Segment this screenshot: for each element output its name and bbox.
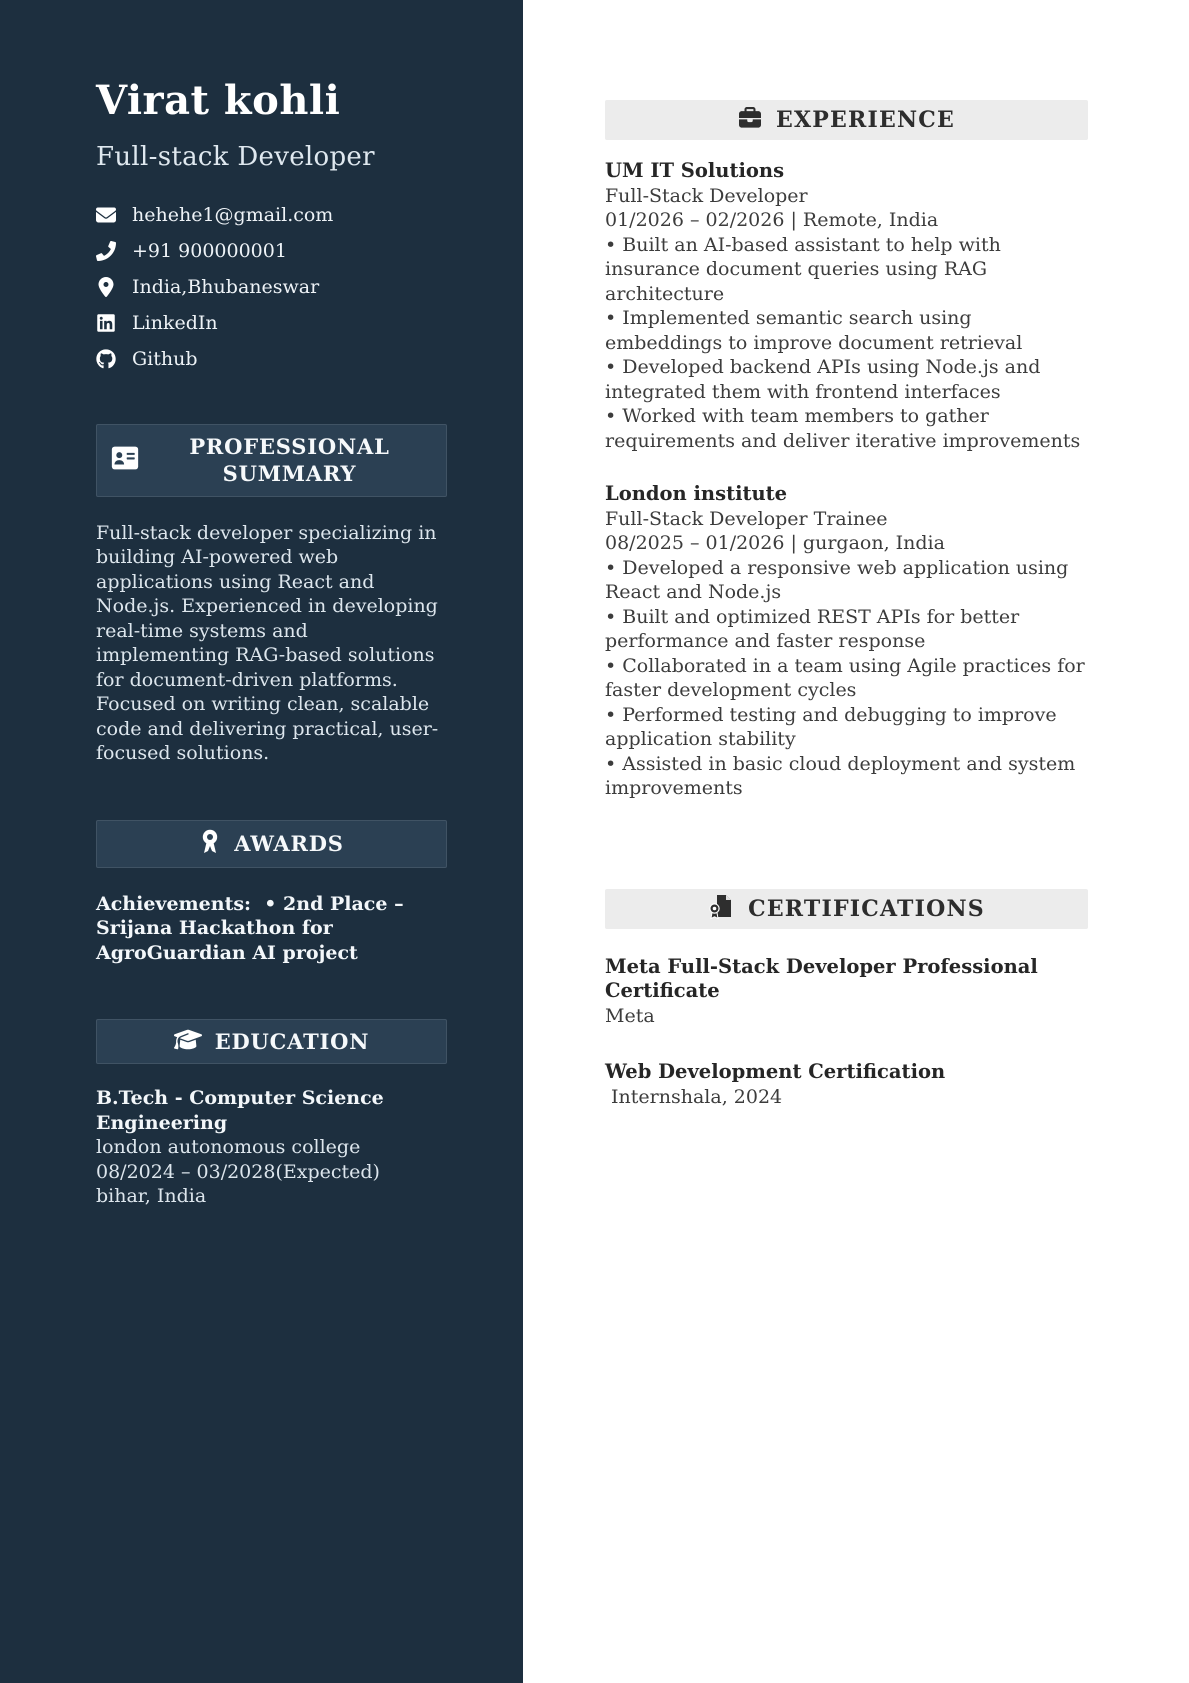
experience-entry — [605, 482, 1088, 801]
job-bullet: • Collaborated in a team using Agile practices for faster development cycles — [605, 654, 1085, 701]
contact-linkedin-text: LinkedIn — [132, 312, 218, 334]
job-title: Full-Stack Developer Trainee — [605, 507, 888, 530]
certification-entry — [605, 955, 1088, 1029]
certifications-section-title: CERTIFICATIONS — [748, 895, 985, 922]
linkedin-icon — [96, 313, 116, 333]
education-school: london autonomous college — [96, 1136, 361, 1159]
phone-icon — [96, 241, 116, 261]
awards-text: Achievements: • 2nd Place – Srijana Hackathon for AgroGuardian AI project — [96, 892, 411, 964]
job-bullet: • Implemented semantic search using embeddings to improve document retrieval — [605, 307, 1023, 354]
contact-email-text: hehehe1@gmail.com — [132, 204, 334, 226]
awards-section-title: AWARDS — [234, 830, 344, 856]
job-bullet: • Built and optimized REST APIs for better performance and faster response — [605, 605, 1020, 652]
graduation-cap-icon — [174, 1028, 202, 1055]
person-role: Full-stack Developer — [96, 142, 375, 172]
job-company: UM IT Solutions — [605, 159, 785, 182]
github-icon — [96, 349, 116, 369]
awards-section-header — [96, 820, 447, 868]
envelope-icon — [96, 205, 116, 225]
job-bullet: • Worked with team members to gather requirements and deliver iterative improvements — [605, 405, 1081, 452]
location-icon — [96, 277, 116, 297]
id-card-icon — [111, 446, 139, 474]
certification-entry — [605, 1060, 1088, 1109]
job-bullet: • Developed a responsive web application using React and Node.js — [605, 556, 1069, 603]
person-name: Virat kohli — [96, 77, 341, 124]
medal-icon — [199, 829, 221, 859]
experience-entry — [605, 159, 1088, 453]
certification-issuer: Meta — [605, 1004, 655, 1027]
job-bullet: • Performed testing and debugging to improve application stability — [605, 703, 1057, 750]
contact-linkedin[interactable] — [96, 312, 447, 334]
job-bullet: • Developed backend APIs using Node.js and integrated them with frontend interfaces — [605, 356, 1041, 403]
contact-phone-text: +91 900000001 — [132, 240, 287, 262]
contact-github-text: Github — [132, 348, 198, 370]
main-content — [523, 0, 1189, 1683]
certification-issuer: Internshala, 2024 — [605, 1085, 783, 1108]
certifications-section — [605, 889, 1088, 1110]
certifications-section-header — [605, 889, 1088, 929]
education-block — [96, 1086, 447, 1209]
sidebar — [0, 0, 523, 1683]
experience-section-title: EXPERIENCE — [776, 107, 955, 133]
contact-github[interactable] — [96, 348, 447, 370]
contact-phone — [96, 240, 447, 262]
job-bullet: • Assisted in basic cloud deployment and system improvements — [605, 752, 1076, 799]
education-section-header — [96, 1019, 447, 1064]
contact-location-text: India,Bhubaneswar — [132, 276, 320, 298]
job-company: London institute — [605, 482, 788, 505]
certification-name: Web Development Certification — [605, 1060, 946, 1083]
education-dates: 08/2024 – 03/2028(Expected) — [96, 1160, 380, 1183]
summary-section-header — [96, 424, 447, 497]
job-bullet: • Built an AI-based assistant to help with insurance document queries using RAG architecture — [605, 233, 1001, 305]
contact-list — [96, 204, 447, 370]
certificate-icon — [708, 894, 734, 924]
briefcase-icon — [738, 107, 762, 133]
experience-section-header — [605, 100, 1088, 140]
summary-section-title: PROFESSIONAL SUMMARY — [189, 434, 390, 487]
summary-text: Full-stack developer specializing in building AI-powered web applications using React and Node.js. Experienced in developing real-time systems and implementing RAG-based solutions for document-driven platforms. Focused on writing clean, scalable code and delivering practical, user-focused solutions. — [96, 521, 439, 765]
job-dates-location: 01/2026 – 02/2026 | Remote, India — [605, 209, 939, 231]
education-location: bihar, India — [96, 1185, 207, 1208]
contact-email[interactable] — [96, 204, 447, 226]
contact-location — [96, 276, 447, 298]
education-degree: B.Tech - Computer Science Engineering — [96, 1087, 384, 1134]
job-dates-location: 08/2025 – 01/2026 | gurgaon, India — [605, 532, 945, 554]
job-title: Full-Stack Developer — [605, 184, 808, 207]
education-section-title: EDUCATION — [214, 1029, 370, 1055]
certification-name: Meta Full-Stack Developer Professional Certificate — [605, 954, 1038, 1002]
